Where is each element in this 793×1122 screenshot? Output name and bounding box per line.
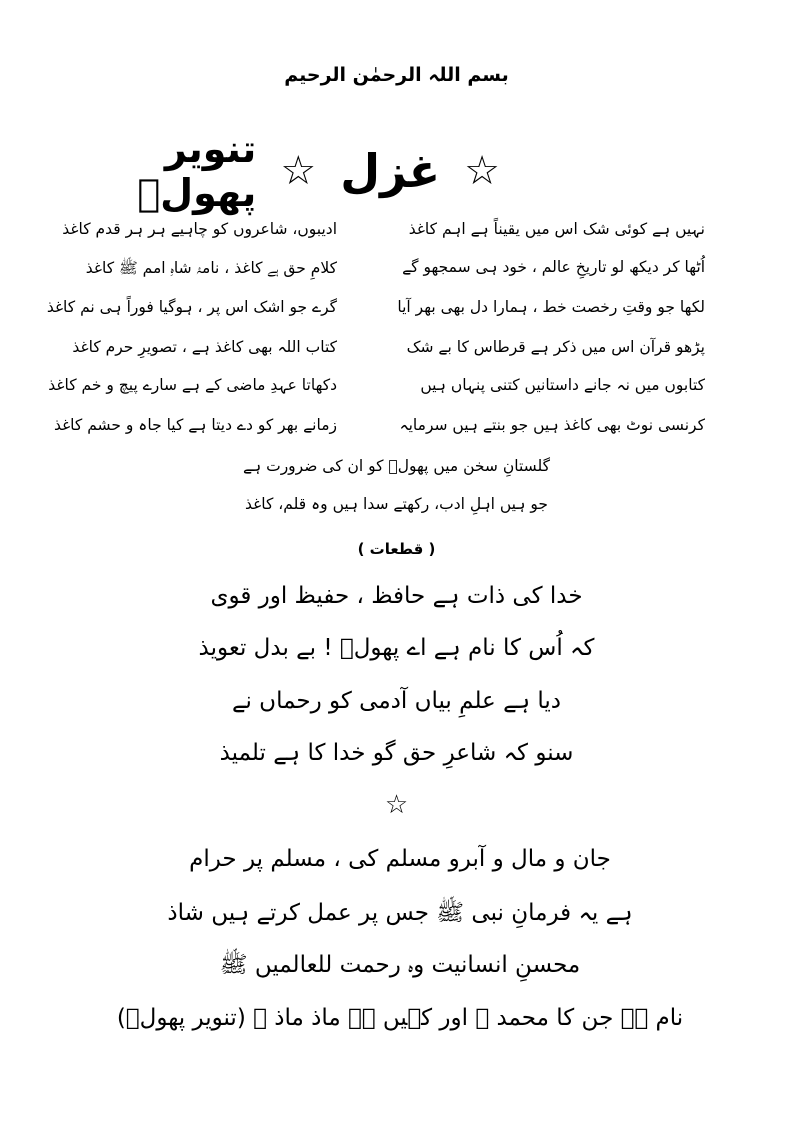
maqta-second: جو ہیں اہلِ ادب، رکھتے سدا ہیں وہ قلم، کاغذ — [245, 495, 548, 513]
bismillah-heading: بسم اللہ الرحمٰن الرحیم — [284, 64, 509, 86]
maqta-first: گلستانِ سخن میں پھولؔ کو ان کی ضرورت ہے — [243, 457, 550, 475]
couplet-1-second: ادیبوں، شاعروں کو چاہیے ہر ہر قدم کاغذ — [62, 220, 337, 238]
couplet-5-second: دکھاتا عہدِ ماضی کے ہے سارے پیچ و خم کاغذ — [48, 376, 337, 394]
couplet-4-first: پڑھو قرآن اس میں ذکر ہے قرطاس کا بے شک — [406, 338, 705, 356]
ghazal-title-row — [137, 127, 500, 215]
qata-1-line-3: دیا ہے علمِ بیاں آدمی کو رحماں نے — [231, 688, 562, 714]
star-icon: ☆ — [384, 790, 409, 820]
star-icon: ☆ — [280, 148, 317, 194]
poet-name: تنویر پھولؔ — [137, 127, 257, 215]
couplet-1-first: نہیں ہے کوئی شک اس میں یقیناً ہے اہم کاغذ — [408, 220, 705, 238]
couplet-2-first: اُٹھا کر دیکھ لو تاریخِ عالم ، خود ہی سمجھو گے — [402, 258, 705, 276]
couplet-3-first: لکھا جو وقتِ رخصت خط ، ہمارا دل بھی بھر آیا — [397, 298, 705, 316]
qata-1-line-2: کہ اُس کا نام ہے اے پھولؔ ! بے بدل تعویذ — [198, 635, 595, 661]
couplet-2-second: کلامِ حق ہے کاغذ ، نامۂ شاہِ امم ﷺ کاغذ — [85, 259, 337, 277]
qata-1-line-1: خدا کی ذات ہے حافظ ، حفیظ اور قوی — [210, 583, 583, 609]
qata-2-line-4: نام ہے جن کا محمد ﷺ اور کہیں ہے ماذ ماذ ﷺ (تنویر پھولؔ) — [116, 1005, 684, 1031]
qata-2-line-2: ہے یہ فرمانِ نبی ﷺ جس پر عمل کرتے ہیں شاذ — [167, 900, 633, 926]
couplet-3-second: گرے جو اشک اس پر ، ہوگیا فوراً ہی نم کاغذ — [46, 298, 337, 316]
qataat-heading: ( قطعات ) — [357, 540, 436, 558]
couplet-5-first: کتابوں میں نہ جانے داستانیں کتنی پنہاں ہیں — [420, 376, 705, 394]
qata-2-line-1: جان و مال و آبرو مسلم کی ، مسلم پر حرام — [189, 846, 611, 872]
qata-1-line-4: سنو کہ شاعرِ حق گو خدا کا ہے تلمیذ — [219, 740, 574, 766]
qata-2-line-3: محسنِ انسانیت وہ رحمت للعالمیں ﷺ — [219, 952, 581, 978]
star-icon: ☆ — [464, 148, 500, 194]
couplet-6-first: کرنسی نوٹ بھی کاغذ ہیں جو بنتے ہیں سرمایہ — [399, 416, 705, 434]
couplet-4-second: کتاب اللہ بھی کاغذ ہے ، تصویرِ حرم کاغذ — [72, 338, 337, 356]
genre-title: غزل — [340, 144, 441, 198]
couplet-6-second: زمانے بھر کو دے دیتا ہے کیا جاہ و حشم کاغذ — [53, 416, 337, 434]
